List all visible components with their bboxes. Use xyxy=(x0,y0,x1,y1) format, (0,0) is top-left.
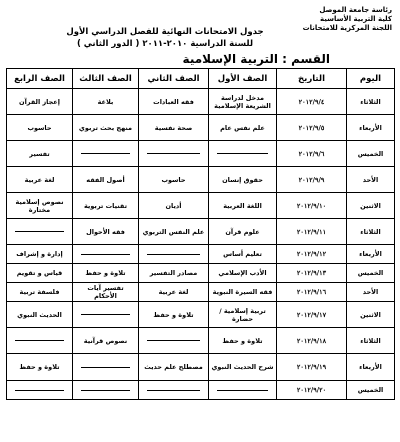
date-cell: ٢٠١٢/٩/١٦ xyxy=(277,283,347,302)
grade-3-cell: فقه الأحوال xyxy=(73,219,139,245)
grade-2-cell xyxy=(139,381,209,400)
grade-3-cell: منهج بحث تربوي xyxy=(73,115,139,141)
grade-1-cell: علم نفس عام xyxy=(209,115,277,141)
date-cell: ٢٠١٢/٩/٢٠ xyxy=(277,381,347,400)
column-header-date: التاريخ xyxy=(277,69,347,89)
day-cell: الخميس xyxy=(347,381,395,400)
date-cell: ٢٠١٢/٩/١٩ xyxy=(277,354,347,381)
empty-slot-line xyxy=(147,340,200,341)
grade-4-cell: تلاوة و حفظ xyxy=(7,354,73,381)
grade-3-cell xyxy=(73,245,139,264)
date-cell: ٢٠١٢/٩/١٣ xyxy=(277,264,347,283)
exam-schedule-table xyxy=(6,68,395,400)
grade-2-cell: لغة عربية xyxy=(139,283,209,302)
day-cell: الاثنين xyxy=(347,302,395,328)
table-row xyxy=(7,115,395,141)
grade-1-cell: حقوق إنسان xyxy=(209,167,277,193)
date-cell: ٢٠١٢/٩/١٧ xyxy=(277,302,347,328)
column-header-day: اليوم xyxy=(347,69,395,89)
day-cell: الأحد xyxy=(347,167,395,193)
grade-3-cell: تفسير آيات الأحكام xyxy=(73,283,139,302)
date-cell: ٢٠١٢/٩/١١ xyxy=(277,219,347,245)
institution-line: كلية التربية الأساسية xyxy=(320,15,392,23)
grade-4-cell: قياس و تقويم xyxy=(7,264,73,283)
table-row xyxy=(7,219,395,245)
grade-4-cell: تفسير xyxy=(7,141,73,167)
day-cell: الأربعاء xyxy=(347,245,395,264)
grade-4-cell: نصوص إسلامية مختارة xyxy=(7,193,73,219)
grade-2-cell: حاسوب xyxy=(139,167,209,193)
date-cell: ٢٠١٢/٩/٥ xyxy=(277,115,347,141)
empty-slot-line xyxy=(147,153,200,154)
grade-4-cell: الحديث النبوي xyxy=(7,302,73,328)
column-header-grade-1: الصف الأول xyxy=(209,69,277,89)
grade-4-cell xyxy=(7,381,73,400)
empty-slot-line xyxy=(15,390,64,391)
department-heading: القسم : التربية الإسلامية xyxy=(182,52,330,66)
table-row xyxy=(7,167,395,193)
grade-4-cell: لغة عربية xyxy=(7,167,73,193)
grade-2-cell xyxy=(139,141,209,167)
table-row xyxy=(7,328,395,354)
grade-2-cell: مصطلح علم حديث xyxy=(139,354,209,381)
table-row xyxy=(7,193,395,219)
document-title xyxy=(30,26,300,50)
day-cell: الثلاثاء xyxy=(347,219,395,245)
table-row xyxy=(7,381,395,400)
empty-slot-line xyxy=(15,231,64,232)
table-row xyxy=(7,89,395,115)
grade-3-cell: نصوص قرآنية xyxy=(73,328,139,354)
grade-3-cell xyxy=(73,302,139,328)
day-cell: الثلاثاء xyxy=(347,89,395,115)
empty-slot-line xyxy=(81,367,130,368)
grade-3-cell xyxy=(73,141,139,167)
grade-2-cell: فقه العبادات xyxy=(139,89,209,115)
day-cell: الخميس xyxy=(347,141,395,167)
empty-slot-line xyxy=(15,340,64,341)
table-row xyxy=(7,302,395,328)
grade-1-cell: مدخل لدراسة الشريعة الإسلامية xyxy=(209,89,277,115)
date-cell: ٢٠١٢/٩/١٢ xyxy=(277,245,347,264)
grade-4-cell: إعجاز القرآن xyxy=(7,89,73,115)
grade-4-cell: إدارة و إشراف xyxy=(7,245,73,264)
institution-line: اللجنة المركزية للامتحانات xyxy=(302,24,392,32)
empty-slot-line xyxy=(147,390,200,391)
empty-slot-line xyxy=(81,254,130,255)
table-header-row xyxy=(7,69,395,89)
table-row xyxy=(7,245,395,264)
table-row xyxy=(7,283,395,302)
grade-1-cell: فقه السيرة النبوية xyxy=(209,283,277,302)
grade-2-cell: تلاوة و حفظ xyxy=(139,302,209,328)
grade-2-cell xyxy=(139,328,209,354)
grade-4-cell xyxy=(7,328,73,354)
grade-3-cell: أصول الفقه xyxy=(73,167,139,193)
day-cell: الأحد xyxy=(347,283,395,302)
grade-3-cell: تقنيات تربوية xyxy=(73,193,139,219)
grade-2-cell: صحة نفسية xyxy=(139,115,209,141)
column-header-grade-3: الصف الثالث xyxy=(73,69,139,89)
grade-3-cell: تلاوة و حفظ xyxy=(73,264,139,283)
table-row xyxy=(7,141,395,167)
grade-2-cell xyxy=(139,245,209,264)
grade-3-cell: بلاغة xyxy=(73,89,139,115)
grade-1-cell: علوم قرآن xyxy=(209,219,277,245)
grade-1-cell xyxy=(209,381,277,400)
grade-1-cell: اللغة العربية xyxy=(209,193,277,219)
grade-2-cell: مصادر التفسير xyxy=(139,264,209,283)
day-cell: الأربعاء xyxy=(347,115,395,141)
grade-3-cell xyxy=(73,354,139,381)
grade-2-cell: أديان xyxy=(139,193,209,219)
grade-1-cell: شرح الحديث النبوي xyxy=(209,354,277,381)
column-header-grade-2: الصف الثاني xyxy=(139,69,209,89)
empty-slot-line xyxy=(81,153,130,154)
day-cell: الأربعاء xyxy=(347,354,395,381)
date-cell: ٢٠١٢/٩/١٠ xyxy=(277,193,347,219)
grade-4-cell: حاسوب xyxy=(7,115,73,141)
empty-slot-line xyxy=(147,254,200,255)
grade-1-cell: تربية إسلامية / حضارة xyxy=(209,302,277,328)
table-row xyxy=(7,354,395,381)
empty-slot-line xyxy=(81,314,130,315)
grade-3-cell xyxy=(73,381,139,400)
column-header-grade-4: الصف الرابع xyxy=(7,69,73,89)
grade-4-cell xyxy=(7,219,73,245)
empty-slot-line xyxy=(217,390,268,391)
title-line-2: للسنة الدراسية ٢٠١٠-٢٠١١ ( الدور الثاني ) xyxy=(76,39,254,49)
date-cell: ٢٠١٢/٩/٩ xyxy=(277,167,347,193)
grade-1-cell: تعليم أساس xyxy=(209,245,277,264)
table-body xyxy=(7,89,395,400)
empty-slot-line xyxy=(217,153,268,154)
grade-2-cell: علم النفس التربوي xyxy=(139,219,209,245)
date-cell: ٢٠١٢/٩/٦ xyxy=(277,141,347,167)
institution-line: رئاسة جامعة الموصل xyxy=(319,6,392,14)
date-cell: ٢٠١٢/٩/٤ xyxy=(277,89,347,115)
grade-1-cell: تلاوة و حفظ xyxy=(209,328,277,354)
day-cell: الثلاثاء xyxy=(347,328,395,354)
grade-4-cell: فلسفة تربية xyxy=(7,283,73,302)
day-cell: الخميس xyxy=(347,264,395,283)
date-cell: ٢٠١٢/٩/١٨ xyxy=(277,328,347,354)
grade-1-cell xyxy=(209,141,277,167)
empty-slot-line xyxy=(81,390,130,391)
title-line-1: جدول الامتحانات النهائية للفصل الدراسي الأول xyxy=(66,27,264,37)
grade-1-cell: الأدب الإسلامي xyxy=(209,264,277,283)
table-row xyxy=(7,264,395,283)
day-cell: الاثنين xyxy=(347,193,395,219)
